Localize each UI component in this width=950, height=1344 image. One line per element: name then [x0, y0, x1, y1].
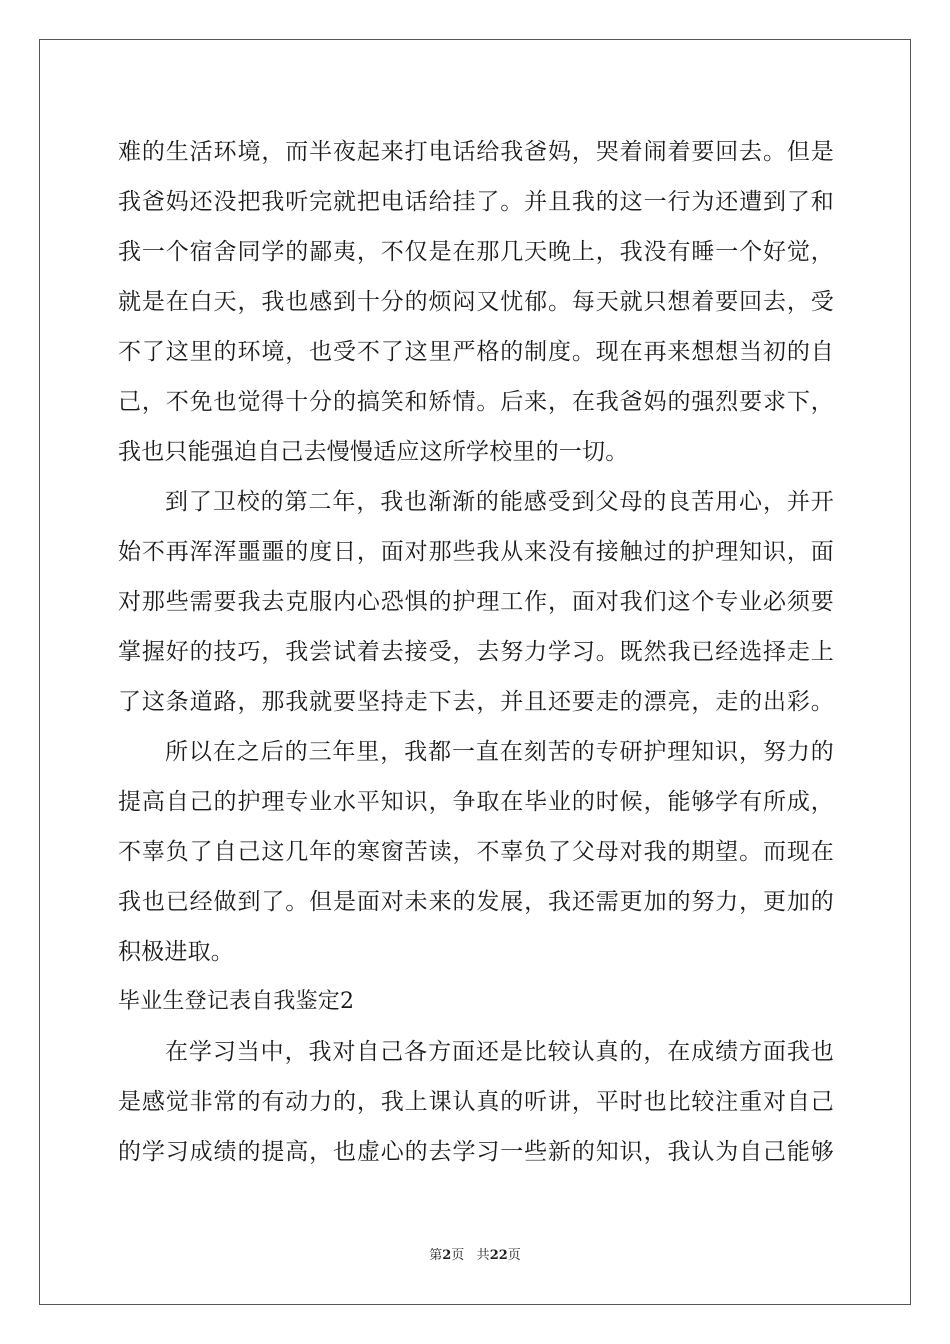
footer-total-suffix: 页: [507, 1248, 521, 1263]
section-heading: 毕业生登记表自我鉴定2: [118, 989, 355, 1014]
text-line: 己，不免也觉得十分的搞笑和矫情。后来，在我爸妈的强烈要求下，: [118, 389, 834, 415]
footer-page-suffix: 页: [451, 1248, 465, 1263]
text-line: 我一个宿舍同学的鄙夷，不仅是在那几天晚上，我没有睡一个好觉，: [118, 239, 834, 265]
text-line: 提高自己的护理专业水平知识，争取在毕业的时候，能够学有所成，: [118, 789, 834, 815]
total-pages-number: 22: [489, 1248, 508, 1263]
text-line: 的学习成绩的提高，也虚心的去学习一些新的知识，我认为自己能够: [118, 1139, 834, 1165]
text-line: 掌握好的技巧，我尝试着去接受，去努力学习。既然我已经选择走上: [118, 639, 834, 665]
text-line: 不辜负了自己这几年的寒窗苦读，不辜负了父母对我的期望。而现在: [118, 839, 834, 865]
footer-total-prefix: 共: [476, 1248, 490, 1263]
document-body: [118, 127, 834, 1177]
footer-prefix: 第: [429, 1248, 443, 1263]
text-line: 我爸妈还没把我听完就把电话给挂了。并且我的这一行为还遭到了和: [118, 189, 834, 215]
text-line: 难的生活环境，而半夜起来打电话给我爸妈，哭着闹着要回去。但是: [118, 139, 834, 165]
text-line: 我也已经做到了。但是面对未来的发展，我还需更加的努力，更加的: [118, 889, 834, 915]
text-line: 对那些需要我去克服内心恐惧的护理工作，面对我们这个专业必须要: [118, 589, 834, 615]
text-line: 到了卫校的第二年，我也渐渐的能感受到父母的良苦用心，并开: [165, 489, 834, 515]
text-line: 就是在白天，我也感到十分的烦闷又忧郁。每天就只想着要回去，受: [118, 289, 834, 315]
page-footer: [0, 1244, 950, 1263]
text-line: 了这条道路，那我就要坚持走下去，并且还要走的漂亮，走的出彩。: [118, 689, 834, 715]
text-line: 始不再浑浑噩噩的度日，面对那些我从来没有接触过的护理知识，面: [118, 539, 834, 565]
text-line: 不了这里的环境，也受不了这里严格的制度。现在再来想想当初的自: [118, 339, 834, 365]
text-line: 所以在之后的三年里，我都一直在刻苦的专研护理知识，努力的: [165, 739, 834, 765]
text-line: 在学习当中，我对自己各方面还是比较认真的，在成绩方面我也: [165, 1039, 834, 1065]
text-line: 积极进取。: [118, 939, 234, 965]
text-line: 我也只能强迫自己去慢慢适应这所学校里的一切。: [118, 439, 629, 465]
text-line: 是感觉非常的有动力的，我上课认真的听讲，平时也比较注重对自己: [118, 1089, 834, 1115]
current-page-number: 2: [442, 1248, 452, 1263]
